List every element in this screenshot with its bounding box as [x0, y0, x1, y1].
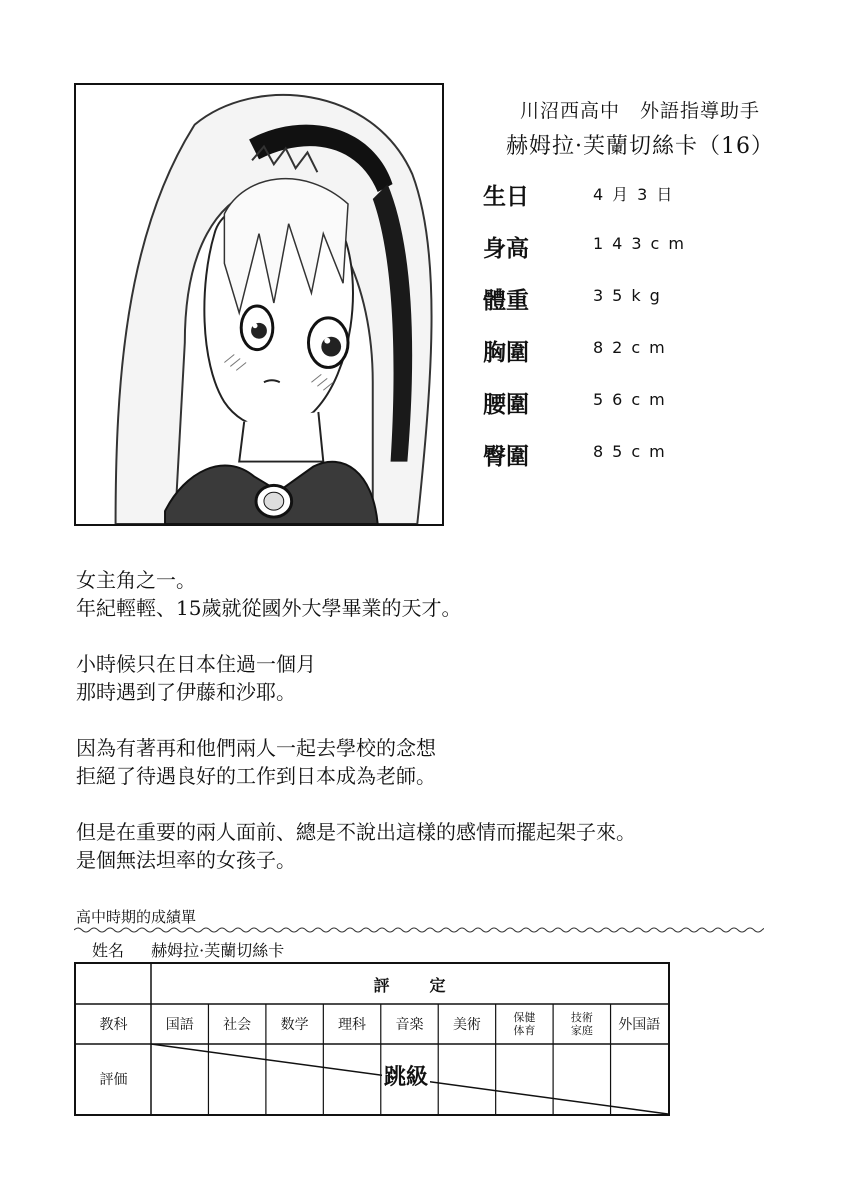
- grade-note: 跳級: [384, 1064, 429, 1090]
- description-line: 拒絕了待遇良好的工作到日本成為老師。: [76, 764, 436, 788]
- description-paragraph: [76, 818, 636, 874]
- description-line: 小時候只在日本住過一個月: [76, 652, 316, 676]
- description-line: 年紀輕輕、15歲就從國外大學畢業的天才。: [76, 596, 462, 620]
- report-title: 高中時期的成績單: [76, 908, 197, 926]
- stat-label: 身高: [483, 235, 529, 262]
- subject-cell: 社会: [223, 1017, 252, 1033]
- description-paragraph: [76, 650, 636, 706]
- stat-value: 56cm: [593, 390, 674, 409]
- description-line: 因為有著再和他們兩人一起去學校的念想: [76, 736, 436, 760]
- stat-value: 82cm: [593, 338, 674, 357]
- grade-row-label: 評価: [99, 1072, 128, 1088]
- description-paragraph: [76, 566, 636, 622]
- profile-header: [470, 96, 810, 160]
- description-line: 女主角之一。: [76, 568, 196, 592]
- subject-cell: 外国語: [618, 1017, 661, 1033]
- subject-cell: 数学: [280, 1017, 309, 1033]
- character-description: [76, 566, 636, 874]
- subject-cell: 国語: [165, 1017, 194, 1033]
- subject-column-label: 教科: [99, 1017, 128, 1033]
- character-name: 赫姆拉·芙蘭切絲卡（16）: [506, 134, 774, 159]
- stat-value: 4月3日: [593, 185, 682, 204]
- student-name-value: 赫姆拉·芙蘭切絲卡: [151, 941, 285, 960]
- school-title: 川沼西高中 外語指導助手: [519, 100, 760, 122]
- stat-value: 143cm: [593, 234, 693, 253]
- stat-label: 體重: [483, 287, 529, 314]
- stat-value: 85cm: [593, 442, 674, 461]
- character-portrait: [74, 83, 444, 526]
- stat-label: 臀圍: [483, 443, 529, 470]
- student-name-label: 姓名: [92, 941, 125, 960]
- description-paragraph: [76, 734, 636, 790]
- subject-cell: 技術 家庭: [570, 1011, 593, 1037]
- subject-cell: 音楽: [395, 1017, 424, 1033]
- description-line: 但是在重要的兩人面前、總是不說出這樣的感情而擺起架子來。: [76, 820, 636, 844]
- subject-cell: 美術: [452, 1017, 481, 1033]
- stat-label: 胸圍: [483, 339, 529, 366]
- student-name-row: [92, 938, 284, 961]
- wavy-divider: [74, 926, 764, 934]
- description-line: 是個無法坦率的女孩子。: [76, 848, 296, 872]
- subject-cell: 理科: [338, 1017, 367, 1033]
- stat-label: 生日: [483, 183, 529, 210]
- subject-cell: 保健 体育: [513, 1011, 536, 1037]
- grade-table: [74, 962, 670, 1116]
- description-line: 那時遇到了伊藤和沙耶。: [76, 680, 296, 704]
- stat-value: 35kg: [593, 286, 669, 305]
- evaluation-header: 評定: [373, 975, 486, 995]
- portrait-illustration: [76, 85, 442, 524]
- stat-label: 腰圍: [483, 391, 529, 418]
